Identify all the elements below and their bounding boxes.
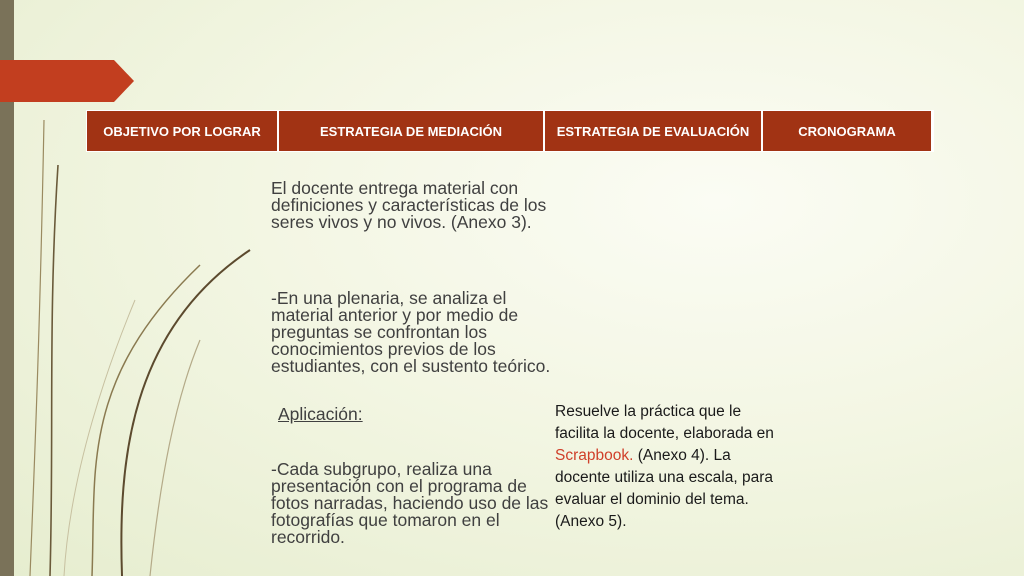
mediation-paragraph-3: -Cada subgrupo, realiza una presentación con el programa de fotos narradas, haciendo uso de las fotografías que tomaron en el recorrido.: [271, 459, 549, 547]
strategy-table-header: [86, 110, 934, 152]
application-heading: Aplicación:: [278, 404, 363, 424]
scrapbook-highlight: Scrapbook.: [555, 447, 634, 464]
mediation-paragraph-1: El docente entrega material con definiciones y características de los seres vivos y no vivos. (Anexo 3).: [271, 178, 547, 232]
header-objetivo: OBJETIVO POR LOGRAR: [87, 111, 277, 151]
evaluation-strategy-text: [555, 401, 787, 533]
red-arrow-tab: [0, 60, 134, 102]
evaluation-text-after: (Anexo 4). La docente utiliza una escala, para evaluar el dominio del tema. (Anexo 5).: [555, 447, 774, 530]
header-estrategia-mediacion: ESTRATEGIA DE MEDIACIÓN: [279, 111, 543, 151]
header-cronograma: CRONOGRAMA: [763, 111, 931, 151]
evaluation-text-before: Resuelve la práctica que le facilita la docente, elaborada en: [555, 403, 774, 442]
header-estrategia-evaluacion: ESTRATEGIA DE EVALUACIÓN: [545, 111, 761, 151]
mediation-paragraph-2: -En una plenaria, se analiza el material anterior y por medio de preguntas se confrontan los conocimientos previos de los estudiantes, con el sustento teórico.: [271, 288, 551, 376]
